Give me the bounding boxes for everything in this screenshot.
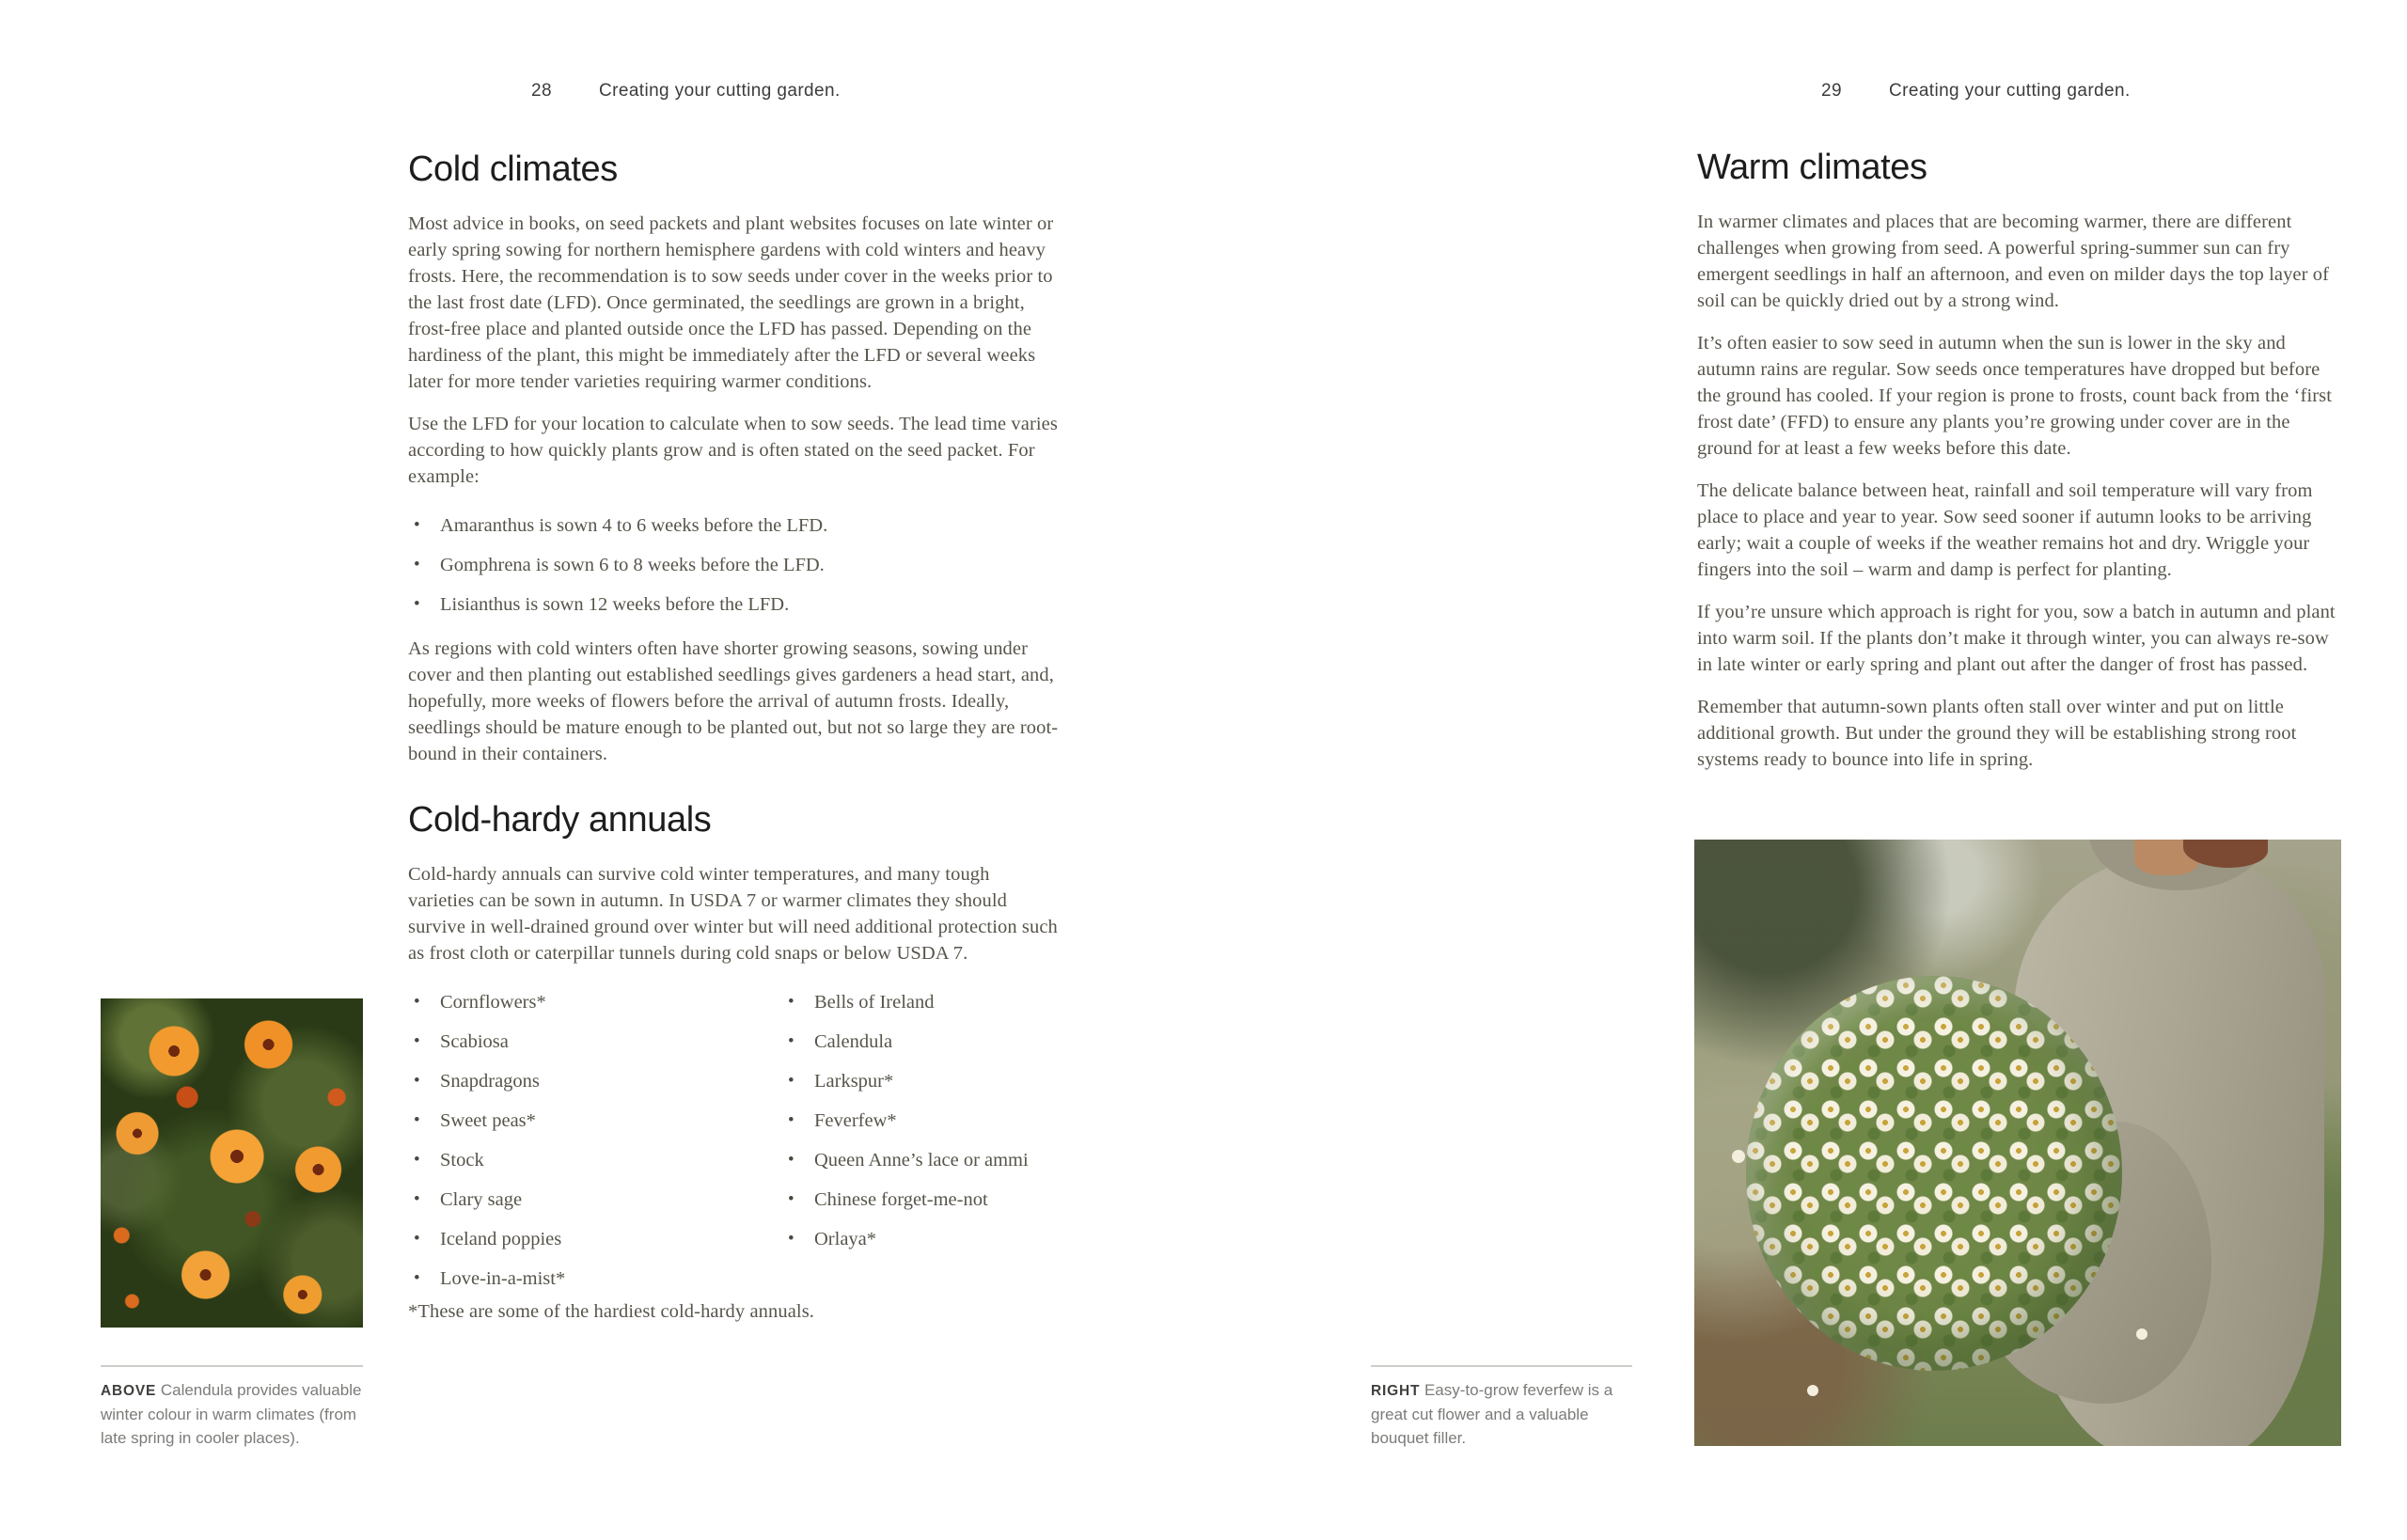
caption-label-right: RIGHT bbox=[1371, 1383, 1421, 1399]
running-title-left: Creating your cutting garden. bbox=[599, 81, 841, 101]
list-item: • Clary sage bbox=[408, 1180, 782, 1219]
running-title-right: Creating your cutting garden. bbox=[1889, 81, 2131, 101]
footnote: *These are some of the hardiest cold-hardy annuals. bbox=[408, 1300, 815, 1322]
paragraph: Use the LFD for your location to calculate when to sow seeds. The lead time varies according to how quickly plants grow and is often stated on the seed packet. For example: bbox=[408, 413, 1058, 487]
caption-left bbox=[101, 1365, 363, 1450]
section-heading-warm-climates: Warm climates bbox=[1697, 148, 1927, 187]
paragraph: It’s often easier to sow seed in autumn when the sun is lower in the sky and autumn rains are regular. Sow seeds once temperatures have dropped but before the ground has cooled. If your region is prone to frosts, count back from the ‘first frost date’ (FFD) to ensure any plants you’re growing under cover are in the ground for at least a few weeks before this date. bbox=[1697, 332, 2333, 459]
paragraph: Cold-hardy annuals can survive cold winter temperatures, and many tough varieties can be sown in autumn. In USDA 7 or warmer climates they should survive in well-drained ground over winter but will need additional protection such as frost cloth or caterpillar tunnels during cold snaps or below USDA 7. bbox=[408, 863, 1058, 964]
caption-text: Easy-to-grow feverfew is a great cut flower and a valuable bouquet filler. bbox=[1371, 1381, 1613, 1447]
list-item: • Calendula bbox=[782, 1022, 1059, 1061]
stray-flower bbox=[2136, 1328, 2147, 1340]
caption-text: Calendula provides valuable winter colour in warm climates (from late spring in cooler places). bbox=[101, 1381, 362, 1447]
feverfew-bouquet-photo bbox=[1694, 840, 2341, 1446]
left-text-column bbox=[408, 150, 1059, 1341]
annuals-column-2 bbox=[782, 982, 1059, 1298]
list-item: • Lisianthus is sown 12 weeks before the LFD. bbox=[408, 585, 1059, 624]
list-item: • Scabiosa bbox=[408, 1022, 782, 1061]
paragraph: The delicate balance between heat, rainfall and soil temperature will vary from place to place and year to year. Sow seed sooner if autumn looks to be arriving early; wait a couple of weeks if the weather remains hot and dry. Wriggle your fingers into the soil – warm and damp is perfect for planting. bbox=[1697, 479, 2313, 580]
list-item: • Larkspur* bbox=[782, 1061, 1059, 1101]
page-number-left: 28 bbox=[531, 81, 552, 101]
list-item: • Amaranthus is sown 4 to 6 weeks before the LFD. bbox=[408, 506, 1059, 545]
cold-hardy-annuals-columns bbox=[408, 982, 1059, 1298]
list-item: • Snapdragons bbox=[408, 1061, 782, 1101]
list-item: • Orlaya* bbox=[782, 1219, 1059, 1259]
list-item: • Queen Anne’s lace or ammi bbox=[782, 1140, 1059, 1180]
right-text-column bbox=[1697, 149, 2348, 789]
list-item: • Gomphrena is sown 6 to 8 weeks before the LFD. bbox=[408, 545, 1059, 585]
annuals-column-1 bbox=[408, 982, 782, 1298]
paragraph: Most advice in books, on seed packets and plant websites focuses on late winter or early spring sowing for northern hemisphere gardens with cold winters and heavy frosts. Here, the recommendation is to sow seeds under cover in the weeks prior to the last frost date (LFD). Once germinated, the seedlings are grown in a bright, frost-free place and planted outside once the LFD has passed. Depending on the hardiness of the plant, this might be immediately after the LFD or several weeks later for more tender varieties requiring warmer conditions. bbox=[408, 212, 1054, 392]
caption-right bbox=[1371, 1365, 1632, 1450]
list-item: • Bells of Ireland bbox=[782, 982, 1059, 1022]
list-item: • Sweet peas* bbox=[408, 1101, 782, 1140]
page-number-right: 29 bbox=[1821, 81, 1842, 101]
paragraph: In warmer climates and places that are becoming warmer, there are different challenges when growing from seed. A powerful spring-summer sun can fry emergent seedlings in half an afternoon, and even on milder days the top layer of soil can be quickly dried out by a strong wind. bbox=[1697, 211, 2330, 311]
list-item: • Feverfew* bbox=[782, 1101, 1059, 1140]
caption-label-above: ABOVE bbox=[101, 1383, 157, 1399]
list-item: • Chinese forget-me-not bbox=[782, 1180, 1059, 1219]
feverfew-bouquet bbox=[1746, 976, 2122, 1371]
list-item: • Love-in-a-mist* bbox=[408, 1259, 782, 1298]
section-heading-cold-hardy-annuals: Cold-hardy annuals bbox=[408, 799, 712, 840]
paragraph: If you’re unsure which approach is right for you, sow a batch in autumn and plant into warm soil. If the plants don’t make it through winter, you can always re-sow in late winter or early spring and plant out after the danger of frost has passed. bbox=[1697, 601, 2336, 675]
list-item: • Stock bbox=[408, 1140, 782, 1180]
section-heading-cold-climates: Cold climates bbox=[408, 149, 618, 189]
paragraph: As regions with cold winters often have shorter growing seasons, sowing under cover and then planting out established seedlings gives gardeners a head start, and, hopefully, more weeks of flowers before the arrival of autumn frosts. Ideally, seedlings should be mature enough to be planted out, but not so large they are root-bound in their containers. bbox=[408, 637, 1059, 764]
list-item: • Iceland poppies bbox=[408, 1219, 782, 1259]
running-header-left bbox=[531, 81, 841, 102]
stray-flower bbox=[1732, 1150, 1745, 1163]
sowing-times-list bbox=[408, 506, 1059, 624]
list-item: • Cornflowers* bbox=[408, 982, 782, 1022]
running-header-right bbox=[1821, 81, 2131, 102]
paragraph: Remember that autumn-sown plants often stall over winter and put on little additional growth. But under the ground they will be establishing strong root systems ready to bounce into life in spring. bbox=[1697, 696, 2297, 770]
stray-flower bbox=[1807, 1385, 1818, 1396]
calendula-photo bbox=[101, 998, 363, 1328]
